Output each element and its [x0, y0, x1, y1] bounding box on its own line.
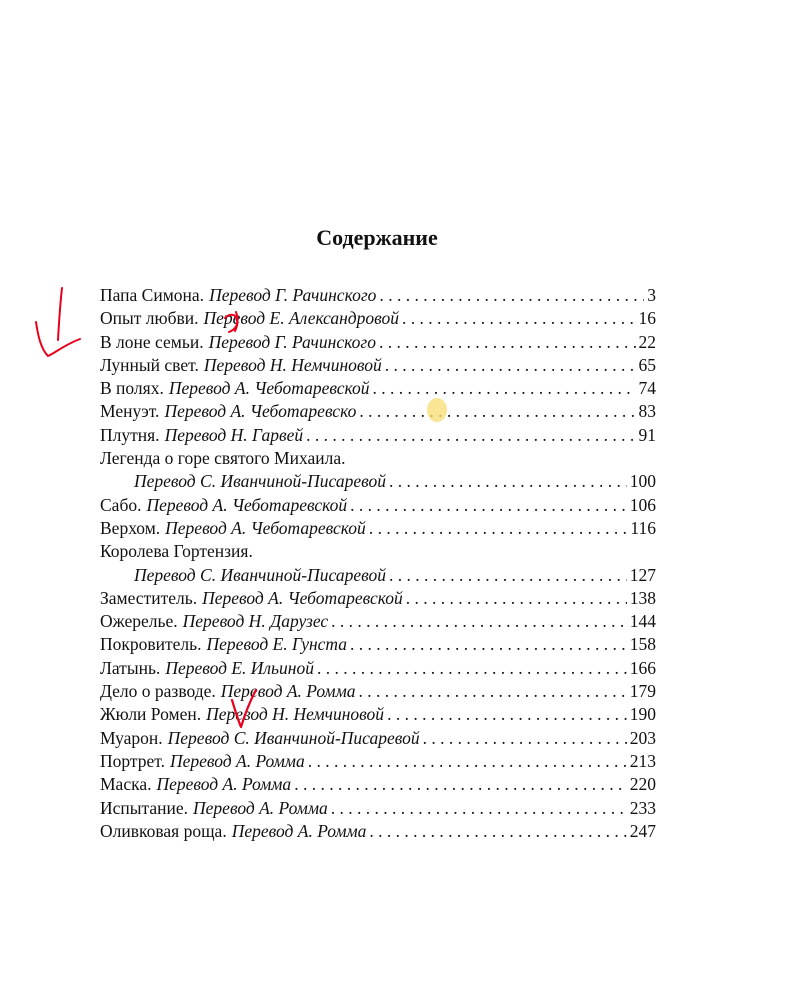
dot-leader — [306, 424, 635, 447]
toc-entry — [100, 727, 656, 750]
toc-entry — [100, 354, 656, 377]
toc-entry-page-number: 83 — [638, 401, 656, 422]
toc-entry-translator: Перевод А. Чеботаревской — [202, 587, 403, 608]
dot-leader — [389, 470, 627, 493]
dot-leader — [317, 657, 627, 680]
toc-entry-translator: Перевод Н. Дарузес — [182, 611, 329, 632]
toc-entry-page-number: 127 — [629, 564, 656, 585]
toc-entry-page-number: 100 — [629, 471, 656, 492]
dot-leader — [359, 400, 635, 423]
toc-entry-title: Папа Симона. — [100, 285, 205, 305]
toc-entry — [100, 680, 656, 703]
toc-entry-page-number: 74 — [638, 378, 656, 399]
toc-entry-translator: Перевод А. Ромма — [193, 797, 328, 818]
toc-entry-page-number: 16 — [638, 308, 656, 329]
toc-entry-translator: Перевод А. Ромма — [170, 750, 305, 771]
toc-entry-title: В лоне семьи. — [100, 331, 204, 352]
toc-entry — [100, 610, 656, 633]
toc-entry-translator: Перевод Н. Немчиновой — [203, 354, 382, 375]
toc-entry — [100, 331, 656, 354]
toc-entry-translator: Перевод Е. Ильиной — [165, 657, 314, 678]
toc-entry-page-number: 65 — [638, 354, 656, 375]
toc-entry-title: Латынь. — [100, 657, 161, 678]
toc-entry-translator: Перевод Н. Немчиновой — [206, 704, 385, 725]
toc-entry-title: Сабо. — [100, 494, 142, 515]
toc-entry-page-number: 106 — [629, 494, 656, 515]
toc-entry — [100, 470, 656, 493]
toc-entry-translator: Перевод А. Ромма — [220, 681, 356, 702]
toc-entry-translator: Перевод А. Ромма — [231, 820, 367, 841]
toc-entry-page-number: 138 — [629, 587, 656, 608]
toc-entry-title: В полях. — [100, 378, 164, 399]
toc-entry-page-number: 3 — [647, 285, 656, 305]
toc-entry-title: Лунный свет. — [100, 354, 199, 375]
toc-entry-title: Покровитель. — [100, 634, 202, 655]
dot-leader — [385, 354, 636, 377]
dot-leader — [373, 377, 636, 400]
toc-entry-page-number: 213 — [629, 750, 656, 771]
toc-entry — [100, 820, 656, 843]
toc-entry — [100, 587, 656, 610]
toc-entry-translator: Перевод С. Иванчиной-Писаревой — [134, 564, 386, 585]
toc-entry-title: Жюли Ромен. — [100, 704, 202, 725]
toc-entry — [100, 797, 656, 820]
toc-entry-page-number: 22 — [638, 331, 656, 352]
toc-entry-title: Ожерелье. — [100, 611, 178, 632]
toc-entry — [100, 633, 656, 656]
toc-entry-translator: Перевод Н. Гарвей — [164, 424, 304, 445]
dot-leader — [389, 564, 627, 587]
dot-leader — [331, 797, 627, 820]
toc-entry-translator: Перевод Е. Гунста — [206, 634, 348, 655]
toc-entry-translator: Перевод А. Ромма — [156, 774, 292, 795]
dot-leader — [308, 750, 627, 773]
toc-entry — [100, 540, 656, 563]
toc-entry-page-number: 247 — [629, 820, 656, 841]
toc-entry-title: Заместитель. — [100, 587, 198, 608]
toc-entry-title: Менуэт. — [100, 401, 160, 422]
toc-entry — [100, 400, 656, 423]
toc-entry-page-number: 190 — [629, 704, 656, 725]
toc-entry-title: Легенда о горе святого Михаила. — [100, 448, 346, 469]
dot-leader — [423, 727, 627, 750]
toc-entry-page-number: 91 — [638, 424, 656, 445]
toc-entry — [100, 657, 656, 680]
toc-entry-translator: Перевод А. Чеботаревской — [168, 378, 370, 399]
toc-entry-title: Муарон. — [100, 727, 163, 748]
toc-entry-page-number: 116 — [630, 517, 656, 538]
toc-entry-title: Дело о разводе. — [100, 681, 216, 702]
table-of-contents — [100, 284, 656, 843]
toc-entry-page-number: 233 — [629, 797, 656, 818]
dot-leader — [350, 494, 627, 517]
toc-entry — [100, 307, 656, 330]
toc-entry-translator: Перевод Г. Рачинского — [209, 285, 377, 305]
toc-entry-title: Верхом. — [100, 517, 161, 538]
toc-entry-translator: Перевод Г. Рачинского — [208, 331, 376, 352]
dot-leader — [406, 587, 627, 610]
dot-leader — [369, 820, 626, 843]
dot-leader — [350, 633, 627, 656]
toc-entry-translator: Перевод А. Чеботаревско — [164, 401, 357, 422]
dot-leader — [331, 610, 627, 633]
dot-leader — [358, 680, 626, 703]
toc-entry — [100, 517, 656, 540]
toc-entry-page-number: 203 — [629, 727, 656, 748]
toc-entry — [100, 703, 656, 726]
toc-entry — [100, 564, 656, 587]
toc-entry-translator: Перевод Е. Александровой — [203, 308, 399, 329]
toc-entry-title: Опыт любви. — [100, 308, 199, 329]
toc-entry-title: Портрет. — [100, 750, 165, 771]
toc-entry-page-number: 179 — [629, 681, 656, 702]
dot-leader — [402, 307, 636, 330]
toc-entry-translator: Перевод А. Чеботаревской — [165, 517, 366, 538]
toc-entry-title: Оливковая роща. — [100, 820, 227, 841]
toc-entry-page-number: 166 — [629, 657, 656, 678]
toc-entry — [100, 284, 656, 307]
toc-entry-page-number: 220 — [629, 774, 656, 795]
dot-leader — [379, 331, 636, 354]
toc-entry-title: Королева Гортензия. — [100, 541, 253, 562]
dot-leader — [369, 517, 628, 540]
toc-entry-page-number: 158 — [629, 634, 656, 655]
dot-leader — [379, 284, 644, 307]
toc-entry — [100, 494, 656, 517]
pen-arrow-mark — [36, 288, 80, 356]
page-title: Содержание — [316, 225, 438, 250]
toc-entry-translator: Перевод С. Иванчиной-Писаревой — [167, 727, 420, 748]
toc-entry — [100, 750, 656, 773]
dot-leader — [294, 773, 627, 796]
toc-entry — [100, 424, 656, 447]
toc-entry — [100, 447, 656, 470]
toc-entry-title: Маска. — [100, 774, 152, 795]
toc-entry — [100, 377, 656, 400]
toc-entry-translator: Перевод С. Иванчиной-Писаревой — [134, 471, 386, 492]
toc-entry-translator: Перевод А. Чеботаревской — [146, 494, 348, 515]
dot-leader — [387, 703, 627, 726]
toc-entry — [100, 773, 656, 796]
toc-entry-page-number: 144 — [629, 611, 656, 632]
toc-entry-title: Плутня. — [100, 424, 160, 445]
toc-entry-title: Испытание. — [100, 797, 189, 818]
